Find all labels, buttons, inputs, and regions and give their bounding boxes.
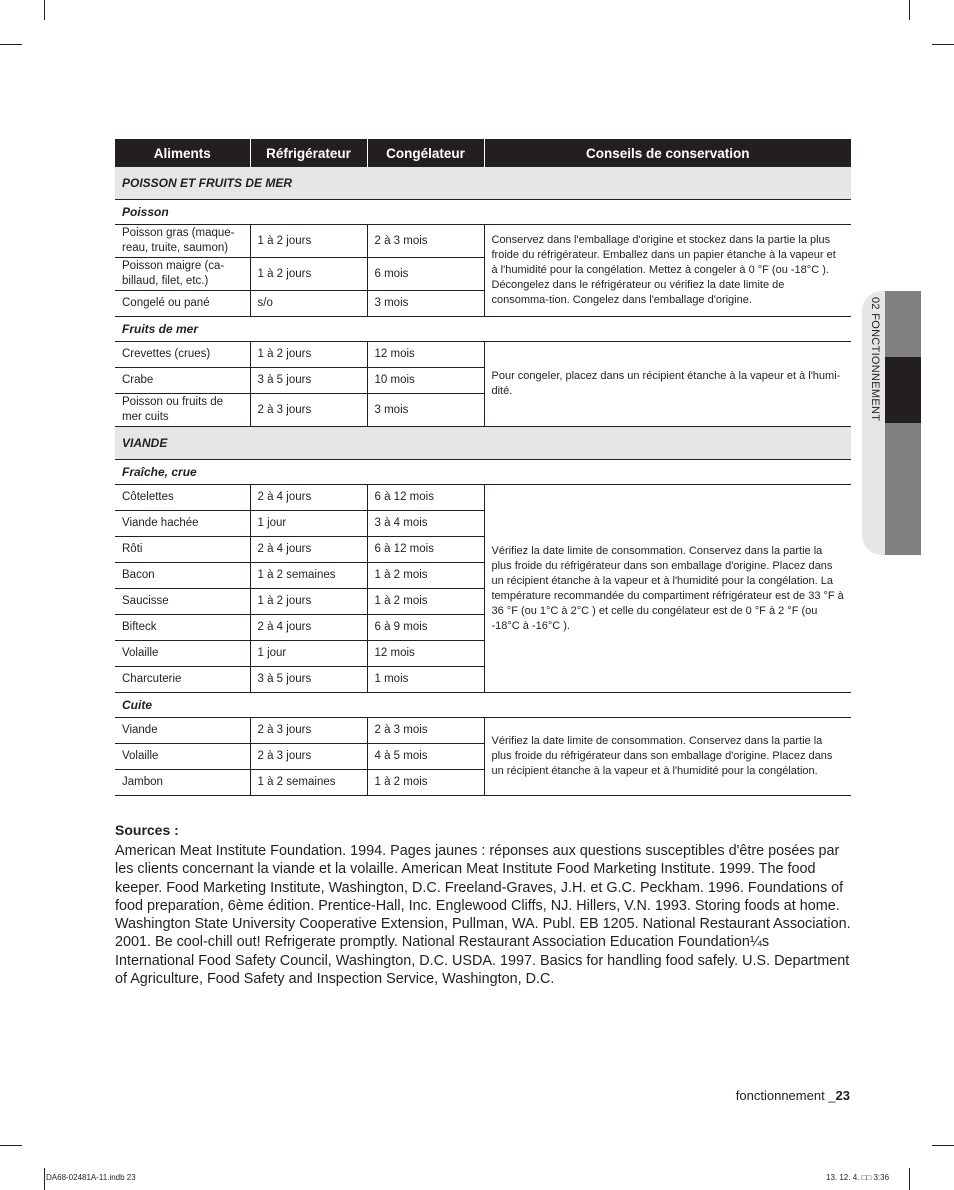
food-cell: Bifteck [115,615,250,641]
freezer-cell: 1 mois [367,667,484,693]
freezer-cell: 6 à 12 mois [367,537,484,563]
food-cell: Viande [115,718,250,744]
fridge-cell: 1 jour [250,511,367,537]
crop-mark [44,1168,45,1190]
food-cell: Rôti [115,537,250,563]
chapter-tab-active-block [885,357,921,423]
sources-title: Sources : [115,822,179,838]
subsection-cuite: Cuite [115,693,851,718]
food-cell: Côtelettes [115,485,250,511]
crop-mark [909,1168,910,1190]
food-cell: Jambon [115,770,250,796]
table-header [115,139,851,167]
crop-mark [0,44,22,45]
freezer-cell: 1 à 2 mois [367,563,484,589]
food-cell: Poisson ou fruits de mer cuits [115,394,250,427]
food-cell: Crevettes (crues) [115,342,250,368]
food-cell: Volaille [115,744,250,770]
header-aliments: Aliments [115,139,250,167]
chapter-tab-block [885,423,921,555]
freezer-cell: 3 à 4 mois [367,511,484,537]
crop-mark [44,0,45,20]
fridge-cell: 3 à 5 jours [250,368,367,394]
subsection-fraiche: Fraîche, crue [115,460,851,485]
sources-body: American Meat Institute Foundation. 1994. Pages jaunes : réponses aux questions susceptibles d'être posées par les clients concernant la viande et la volaille. American Meat Institute Food Marketing Institute. 1999. The food keeper. Food Marketing Institute, Washington, D.C. Freeland-Graves, J.H. et G.C. Peckham. 1996. Foundations of food preparation, 6ème édition. Prentice-Hall, Inc. Englewood Cliffs, NJ. Hillers, V.N. 1993. Storing foods at home. Washington State University Cooperative Extension, Pullman, WA. Publ. EB 1205. National Restaurant Association. 2001. Be cool-chill out! Refrigerate promptly. National Restaurant Association Education Foundation¼s International Food Safety Council, Washington, D.C. USDA. 1997. Basics for handling food safely. U.S. Department of Agriculture, Food Safety and Inspection Service, Washington, D.C. [115,843,851,988]
freezer-cell: 12 mois [367,641,484,667]
food-cell: Saucisse [115,589,250,615]
food-cell: Volaille [115,641,250,667]
fridge-cell: 2 à 3 jours [250,394,367,427]
fridge-cell: 1 à 2 semaines [250,770,367,796]
food-cell: Poisson gras (maque-reau, truite, saumon) [115,225,250,258]
section-meat: VIANDE [115,427,851,460]
crop-mark [932,1145,954,1146]
footer-label: fonctionnement _ [735,1088,836,1103]
food-cell: Crabe [115,368,250,394]
freezer-cell: 10 mois [367,368,484,394]
print-slug-date: 13. 12. 4. □□ 3:36 [826,1173,890,1182]
table-row [115,485,851,511]
chapter-tab-label: 02 FONCTIONNEMENT [869,297,881,422]
food-cell: Viande hachée [115,511,250,537]
header-conseils: Conseils de conservation [484,139,851,167]
chapter-tab-block [885,291,921,357]
fridge-cell: 2 à 4 jours [250,615,367,641]
crop-mark [909,0,910,20]
fridge-cell: 2 à 4 jours [250,537,367,563]
subsection-poisson: Poisson [115,200,851,225]
freezer-cell: 2 à 3 mois [367,225,484,258]
fridge-cell: 3 à 5 jours [250,667,367,693]
crop-mark [932,44,954,45]
print-slug-file: DA68-02481A-11.indb 23 [46,1173,136,1182]
header-congelateur: Congélateur [367,139,484,167]
tip-cell: Vérifiez la date limite de consommation. Conservez dans la partie la plus froide du réfrigérateur dans son emballage d'origine. Placez dans un récipient étanche à la vapeur et à l'humidité pour la congélation. [484,718,851,796]
table-row [115,225,851,258]
freezer-cell: 2 à 3 mois [367,718,484,744]
fridge-cell: 2 à 3 jours [250,718,367,744]
food-cell: Poisson maigre (ca-billaud, filet, etc.) [115,258,250,291]
header-refrigerateur: Réfrigérateur [250,139,367,167]
freezer-cell: 3 mois [367,394,484,427]
tip-cell: Conservez dans l'emballage d'origine et stockez dans la partie la plus froide du réfrigérateur. Emballez dans un papier étanche à la vapeur et à l'humidité pour la congélation. Mettez à congeler à 0 °F (ou -18°C ). Décongelez dans le réfrigérateur ou vérifiez la date limite de consomma-tion. Congelez dans l'emballage d'origine. [484,225,851,317]
fridge-cell: 1 à 2 jours [250,342,367,368]
table-row [115,718,851,744]
fridge-cell: 1 à 2 jours [250,225,367,258]
subsection-fruits-de-mer: Fruits de mer [115,317,851,342]
freezer-cell: 6 mois [367,258,484,291]
food-cell: Bacon [115,563,250,589]
fridge-cell: 1 à 2 jours [250,258,367,291]
fridge-cell: 1 à 2 semaines [250,563,367,589]
tip-cell: Pour congeler, placez dans un récipient étanche à la vapeur et à l'humi-dité. [484,342,851,427]
crop-mark [0,1145,22,1146]
freezer-cell: 4 à 5 mois [367,744,484,770]
freezer-cell: 1 à 2 mois [367,770,484,796]
fridge-cell: 1 à 2 jours [250,589,367,615]
freezer-cell: 12 mois [367,342,484,368]
page-number: 23 [835,1088,850,1103]
freezer-cell: 6 à 9 mois [367,615,484,641]
freezer-cell: 1 à 2 mois [367,589,484,615]
table-row [115,342,851,368]
section-fish: POISSON ET FRUITS DE MER [115,167,851,200]
freezer-cell: 3 mois [367,291,484,317]
food-cell: Charcuterie [115,667,250,693]
page-footer [736,1088,850,1103]
food-cell: Congelé ou pané [115,291,250,317]
fridge-cell: 2 à 3 jours [250,744,367,770]
fridge-cell: s/o [250,291,367,317]
tip-cell: Vérifiez la date limite de consommation. Conservez dans la partie la plus froide du réfrigérateur dans son emballage d'origine. Placez dans un récipient étanche à la vapeur et à l'humidité pour la congélation. La température recommandée du compartiment réfrigérateur est de 33 °F à 36 °F (ou 1°C à 2°C ) et celle du congélateur est de 0 °F à 2 °F (ou -18°C à -16°C ). [484,485,851,693]
fridge-cell: 2 à 4 jours [250,485,367,511]
freezer-cell: 6 à 12 mois [367,485,484,511]
fridge-cell: 1 jour [250,641,367,667]
storage-table [115,139,851,796]
